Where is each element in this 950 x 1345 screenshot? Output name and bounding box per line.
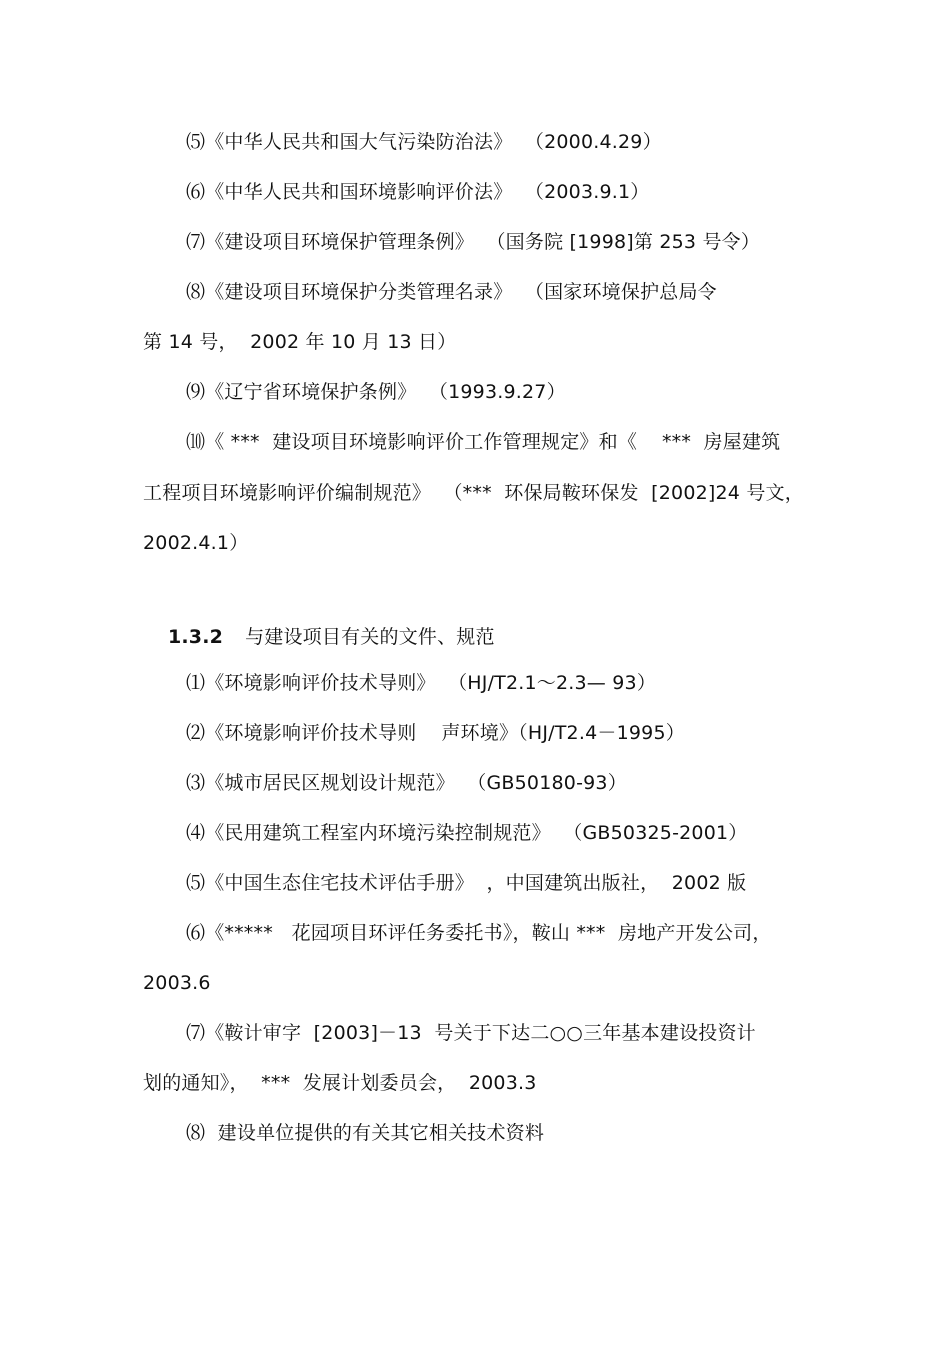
- law-item-8: ⑻《建设项目环境保护分类管理名录》 （国家环境保护总局令: [186, 281, 717, 303]
- doc-item-4: ⑷《民用建筑工程室内环境污染控制规范》 （GB50325-2001）: [186, 822, 748, 844]
- doc-item-8: ⑻ 建设单位提供的有关其它相关技术资料: [186, 1122, 545, 1144]
- doc-item-2: ⑵《环境影响评价技术导则 声环境》（HJ/T2.4－1995）: [186, 722, 685, 744]
- law-item-9: ⑼《辽宁省环境保护条例》 （1993.9.27）: [186, 381, 566, 403]
- law-item-10-date: 2002.4.1）: [143, 532, 249, 554]
- law-item-5: ⑸《中华人民共和国大气污染防治法》 （2000.4.29）: [186, 131, 662, 153]
- law-item-7: ⑺《建设项目环境保护管理条例》 （国务院 [1998]第 253 号令）: [186, 231, 761, 253]
- law-item-10: ⑽《 *** 建设项目环境影响评价工作管理规定》和《 *** 房屋建筑: [186, 431, 781, 453]
- doc-item-5: ⑸《中国生态住宅技术评估手册》 ，中国建筑出版社， 2002 版: [186, 872, 747, 894]
- doc-item-6: ⑹《***** 花园项目环评任务委托书》，鞍山 *** 房地产开发公司，: [186, 922, 772, 944]
- law-item-8-continued: 第 14 号， 2002 年 10 月 13 日）: [143, 331, 457, 353]
- law-item-6: ⑹《中华人民共和国环境影响评价法》 （2003.9.1）: [186, 181, 650, 203]
- section-heading-number: 1.3.2: [167, 626, 224, 648]
- doc-item-7: ⑺《鞍计审字 [2003]－13 号关于下达二○○三年基本建设投资计: [186, 1022, 756, 1044]
- doc-item-7-continued: 划的通知》， *** 发展计划委员会， 2003.3: [143, 1072, 537, 1094]
- doc-item-3: ⑶《城市居民区规划设计规范》 （GB50180-93）: [186, 772, 627, 794]
- law-item-10-continued: 工程项目环境影响评价编制规范》 （*** 环保局鞍环保发 [2002]24 号文，: [143, 482, 804, 504]
- doc-item-6-date: 2003.6: [143, 972, 211, 994]
- section-heading-text: 与建设项目有关的文件、规范: [245, 626, 495, 648]
- doc-item-1: ⑴《环境影响评价技术导则》 （HJ/T2.1～2.3— 93）: [186, 672, 657, 694]
- section-heading: [143, 601, 495, 673]
